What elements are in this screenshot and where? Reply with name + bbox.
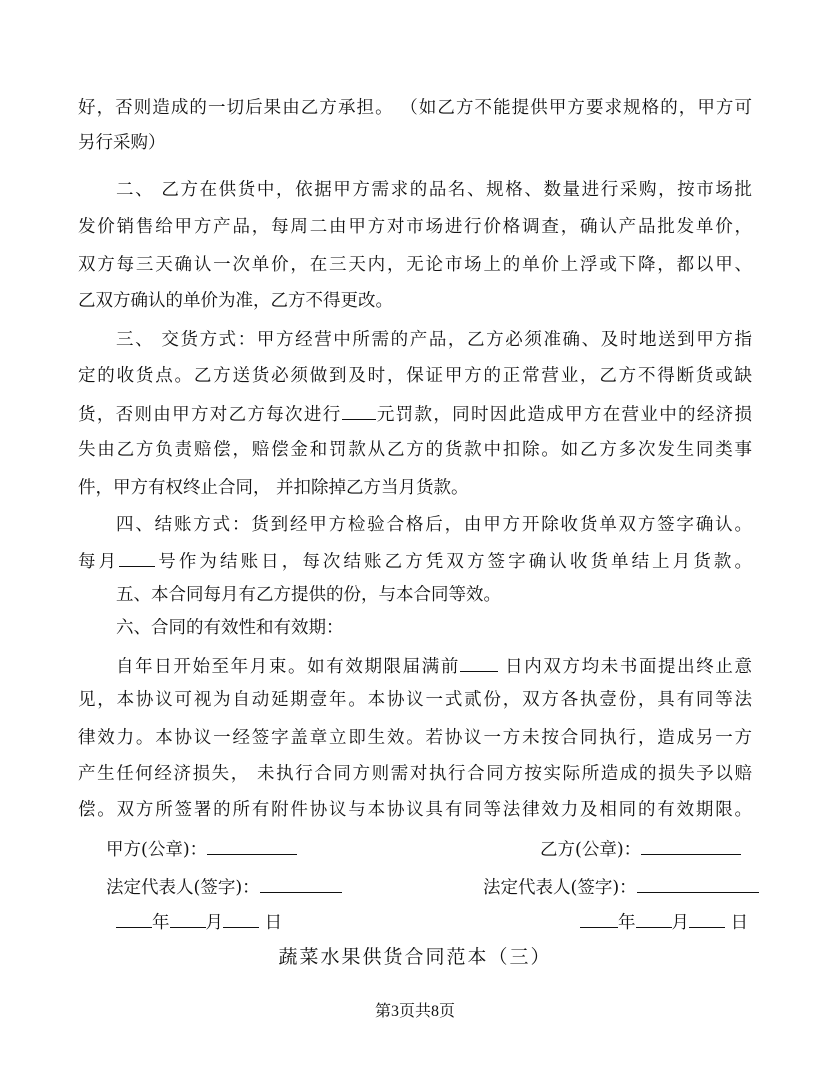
text-line: 三、 交货方式：甲方经营中所需的产品，乙方必须准确、及时地送到甲方指	[116, 330, 752, 350]
text-segment: 元罚款，同时因此造成甲方在营业中的经济损	[375, 405, 753, 425]
text-segment: 自年日开始至年月束。如有效期限届满前	[116, 657, 460, 677]
day-label: 日	[730, 913, 749, 933]
text-segment: 号作为结账日，每次结账乙方凭双方签字确认收货单结上月货款。	[155, 552, 753, 572]
section-title: 蔬菜水果供货合同范本（三）	[278, 946, 552, 968]
settlement-day-blank	[119, 548, 155, 567]
days-blank	[460, 653, 498, 672]
rep-b-field	[483, 874, 759, 900]
text-line	[78, 548, 752, 574]
text-line: 发价销售给甲方产品，每周二由甲方对市场进行价格调查，确认产品批发单价，	[78, 217, 752, 237]
rep-a-blank	[260, 874, 342, 893]
date-a-field	[116, 909, 282, 935]
rep-b-label: 法定代表人(签字)：	[483, 878, 637, 898]
text-line: 四、结账方式：货到经甲方检验合格后，由甲方开除收货单双方签字确认。	[116, 515, 752, 535]
year-blank	[116, 909, 152, 928]
text-line: 见，本协议可视为自动延期壹年。本协议一式贰份，双方各执壹份，具有同等法	[78, 690, 752, 710]
text-line: 失由乙方负责赔偿，赔偿金和罚款从乙方的货款中扣除。如乙方多次发生同类事	[78, 440, 752, 460]
party-b-seal-blank	[641, 836, 741, 855]
year-blank	[580, 909, 618, 928]
text-line: 好，否则造成的一切后果由乙方承担。 （如乙方不能提供甲方要求规格的，甲方可	[78, 98, 752, 118]
month-blank	[636, 909, 672, 928]
party-b-seal-label: 乙方(公章)：	[540, 840, 642, 860]
text-line: 律效力。本协议一经签字盖章立即生效。若协议一方未按合同执行，造成另一方	[78, 728, 752, 748]
text-line	[116, 653, 752, 679]
rep-a-label: 法定代表人(签字)：	[106, 878, 260, 898]
text-line: 五、本合同每月有乙方提供的份，与本合同等效。	[116, 585, 501, 605]
month-blank	[170, 909, 206, 928]
day-blank	[223, 909, 259, 928]
party-a-seal-blank	[207, 836, 297, 855]
text-line: 乙双方确认的单价为准，乙方不得更改。	[78, 291, 393, 311]
date-b-field	[580, 909, 748, 935]
text-line: 件，甲方有权终止合同， 并扣除掉乙方当月货款。	[78, 478, 469, 498]
fine-amount-blank	[342, 401, 376, 420]
party-b-seal-field	[540, 836, 741, 862]
month-label: 月	[205, 913, 223, 933]
text-line: 定的收货点。乙方送货必须做到及时，保证甲方的正常营业，乙方不得断货或缺	[78, 366, 752, 386]
rep-a-field	[106, 874, 342, 900]
year-label: 年	[618, 913, 636, 933]
day-blank	[689, 909, 725, 928]
rep-b-blank	[637, 874, 759, 893]
text-line: 产生任何经济损失， 未执行合同方则需对执行合同方按实际所造成的损失予以赔	[78, 764, 752, 784]
text-line: 双方每三天确认一次单价，在三天内，无论市场上的单价上浮或下降，都以甲、	[78, 255, 752, 275]
text-segment: 货，否则由甲方对乙方每次进行	[78, 405, 342, 425]
month-label: 月	[671, 913, 689, 933]
text-segment: 每月	[78, 552, 120, 572]
text-line: 另行采购）	[78, 133, 166, 153]
page-number: 第3页共8页	[374, 1003, 455, 1020]
year-label: 年	[152, 913, 170, 933]
text-line: 六、合同的有效性和有效期：	[116, 618, 344, 638]
day-label: 日	[264, 913, 283, 933]
text-line: 二、 乙方在供货中，依据甲方需求的品名、规格、数量进行采购，按市场批	[116, 180, 752, 200]
party-a-seal-label: 甲方(公章)：	[106, 840, 208, 860]
text-line	[78, 401, 752, 427]
text-line: 偿。双方所签署的所有附件协议与本协议具有同等法律效力及相同的有效期限。	[78, 800, 752, 820]
party-a-seal-field	[106, 836, 297, 862]
text-segment: 日内双方均未书面提出终止意	[498, 657, 753, 677]
